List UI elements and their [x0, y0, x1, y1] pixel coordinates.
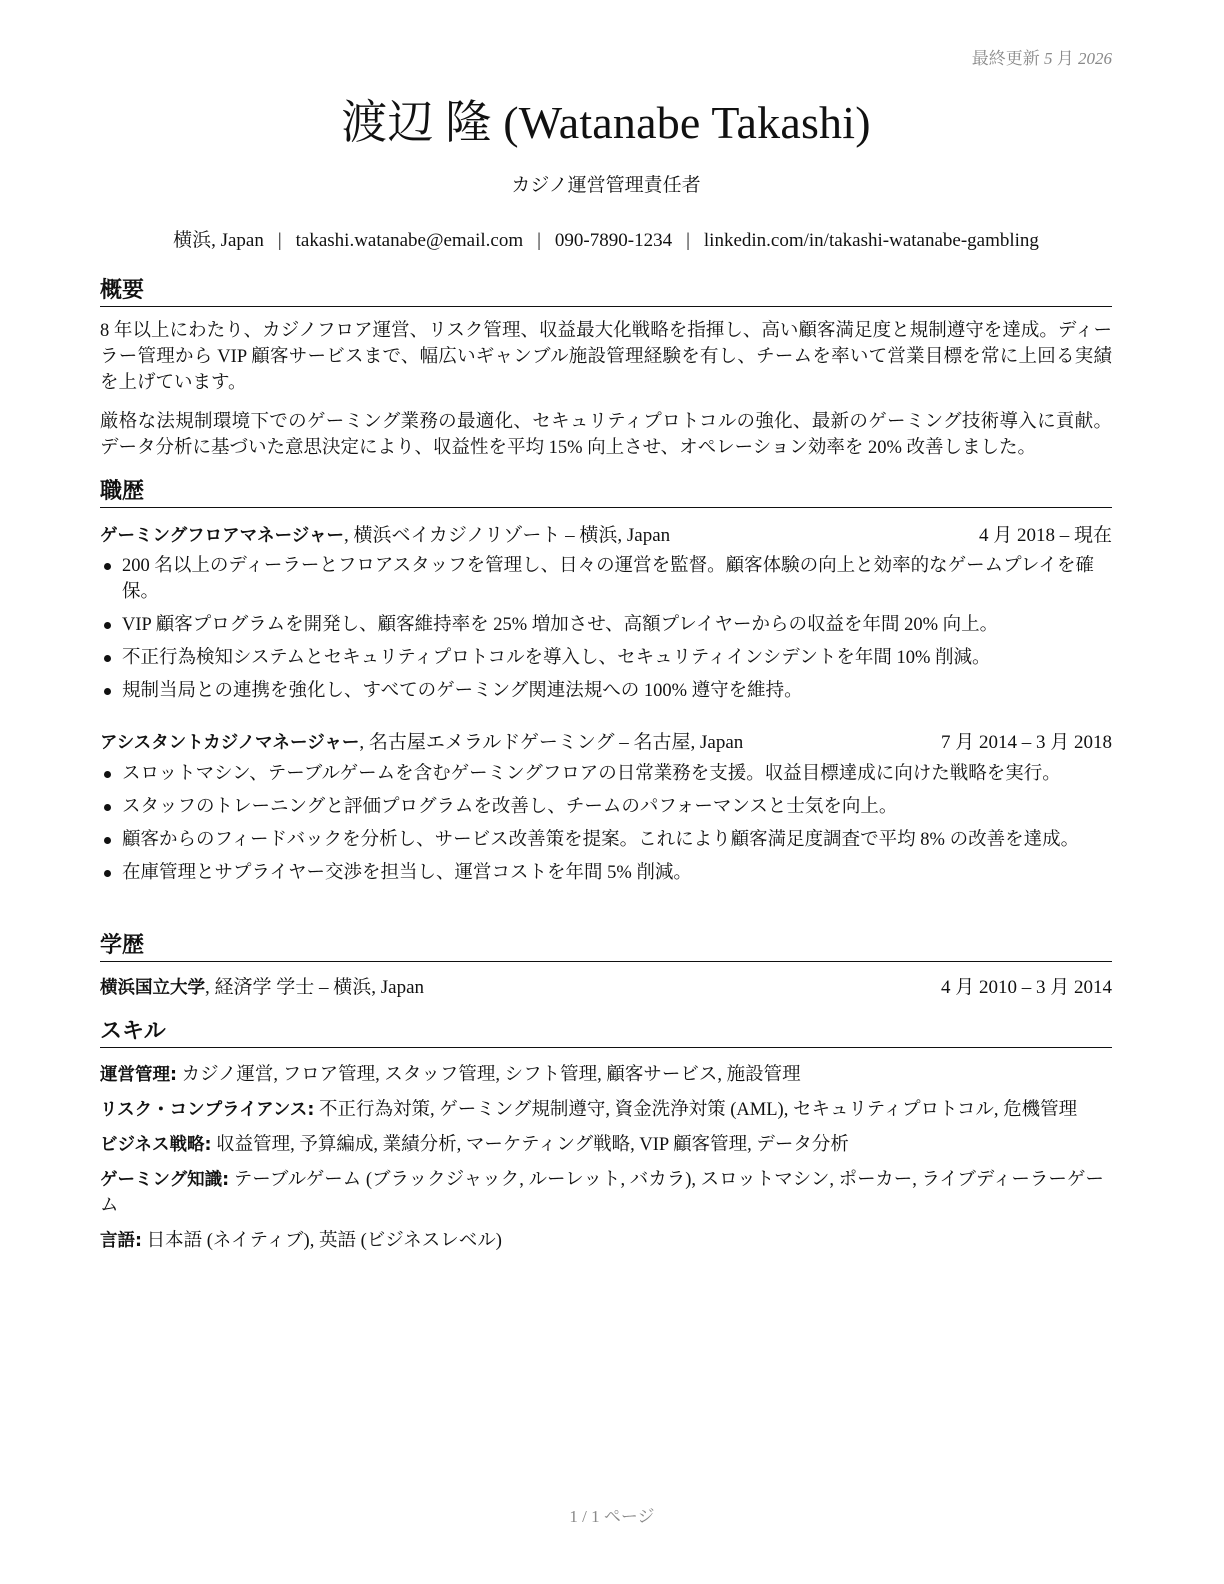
phone: 090-7890-1234: [554, 230, 673, 251]
contact-line: [100, 225, 1112, 252]
job-org: , 名古屋エメラルドゲーミング – 名古屋, Japan: [359, 732, 744, 753]
last-updated: 最終更新 5 月 2026: [971, 49, 1112, 68]
skill-key: ビジネス戦略: [100, 1135, 205, 1155]
job-header: [100, 731, 1112, 755]
skill-row: リスク・コンプライアンス: 不正行為対策, ゲーミング規制遵守, 資金洗浄対策 (AML), セキュリティプロトコル, 危機管理: [100, 1100, 1078, 1120]
skill-row: ビジネス戦略: 収益管理, 予算編成, 業績分析, マーケティング戦略, VIP 顧客管理, データ分析: [100, 1135, 849, 1155]
list-item: スロットマシン、テーブルゲームを含むゲーミングフロアの日常業務を支援。収益目標達成に向けた戦略を実行。: [100, 761, 1112, 787]
list-item: 不正行為検知システムとセキュリティプロトコルを導入し、セキュリティインシデントを年間 10% 削減。: [100, 645, 1112, 671]
list-item: 顧客からのフィードバックを分析し、サービス改善策を提案。これにより顧客満足度調査で平均 8% の改善を達成。: [100, 827, 1112, 853]
skill-row: 言語: 日本語 (ネイティブ), 英語 (ビジネスレベル): [100, 1231, 502, 1251]
degree: , 経済学 学士 – 横浜, Japan: [205, 977, 425, 998]
email-link[interactable]: takashi.watanabe@email.com: [295, 230, 524, 251]
school-name: 横浜国立大学: [100, 978, 205, 998]
skill-value: テーブルゲーム (ブラックジャック, ルーレット, バカラ), スロットマシン, ポーカー, ライブディーラーゲーム: [100, 1170, 1104, 1216]
skill-value: 不正行為対策, ゲーミング規制遵守, 資金洗浄対策 (AML), セキュリティプロトコル, 危機管理: [319, 1100, 1078, 1120]
list-item: 在庫管理とサプライヤー交渉を担当し、運営コストを年間 5% 削減。: [100, 860, 1112, 886]
section-heading-summary: 概要: [100, 278, 1112, 307]
list-item: 規制当局との連携を強化し、すべてのゲーミング関連法規への 100% 遵守を維持。: [100, 678, 1112, 704]
job-bullets: [100, 553, 1112, 711]
skill-key: リスク・コンプライアンス: [100, 1100, 308, 1120]
skill-value: 収益管理, 予算編成, 業績分析, マーケティング戦略, VIP 顧客管理, データ分析: [216, 1135, 849, 1155]
candidate-name: 渡辺 隆 (Watanabe Takashi): [341, 97, 871, 148]
job-dates: 4 月 2018 – 現在: [978, 525, 1112, 546]
skill-row: ゲーミング知識: テーブルゲーム (ブラックジャック, ルーレット, バカラ), スロットマシン, ポーカー, ライブディーラーゲーム: [100, 1170, 1104, 1216]
separator: |: [537, 230, 541, 251]
list-item: 200 名以上のディーラーとフロアスタッフを管理し、日々の運営を監督。顧客体験の向上と効率的なゲームプレイを確保。: [100, 553, 1112, 605]
section-heading-skills: スキル: [100, 1019, 1112, 1048]
page-number: 1 / 1 ページ: [569, 1507, 655, 1526]
list-item: スタッフのトレーニングと評価プログラムを改善し、チームのパフォーマンスと士気を向上。: [100, 794, 1112, 820]
separator: |: [277, 230, 282, 251]
skill-value: カジノ運営, フロア管理, スタッフ管理, シフト管理, 顧客サービス, 施設管理: [181, 1065, 801, 1085]
summary-paragraph-2: 厳格な法規制環境下でのゲーミング業務の最適化、セキュリティプロトコルの強化、最新のゲーミング技術導入に貢献。データ分析に基づいた意思決定により、収益性を平均 15% 向上させ、オペレーション効率を 20% 改善しました。: [100, 412, 1112, 458]
job-header: [100, 524, 1112, 548]
job-title: カジノ運営管理責任者: [511, 175, 701, 196]
skill-value: 日本語 (ネイティブ), 英語 (ビジネスレベル): [146, 1231, 502, 1251]
list-item: VIP 顧客プログラムを開発し、顧客維持率を 25% 増加させ、高額プレイヤーからの収益を年間 20% 向上。: [100, 612, 1112, 638]
job-role: ゲーミングフロアマネージャー: [100, 526, 344, 546]
job-org: , 横浜ベイカジノリゾート – 横浜, Japan: [343, 525, 671, 546]
location: 横浜, Japan: [173, 230, 264, 251]
skill-key: 言語: [100, 1231, 135, 1251]
linkedin-link[interactable]: linkedin.com/in/takashi-watanabe-gambling: [703, 230, 1039, 251]
skill-key: ゲーミング知識: [100, 1170, 223, 1190]
job-dates: 7 月 2014 – 3 月 2018: [940, 732, 1112, 753]
job-role: アシスタントカジノマネージャー: [100, 733, 360, 753]
section-heading-experience: 職歴: [100, 479, 1112, 508]
separator: |: [686, 230, 690, 251]
skill-key: 運営管理: [100, 1065, 170, 1085]
education-entry: [100, 976, 1112, 1000]
skill-row: 運営管理: カジノ運営, フロア管理, スタッフ管理, シフト管理, 顧客サービス, 施設管理: [100, 1065, 801, 1085]
summary-paragraph-1: 8 年以上にわたり、カジノフロア運営、リスク管理、収益最大化戦略を指揮し、高い顧客満足度と規制遵守を達成。ディーラー管理から VIP 顧客サービスまで、幅広いギャンブル施設管理経験を有し、チームを率いて営業目標を常に上回る実績を上げています。: [100, 321, 1112, 393]
education-dates: 4 月 2010 – 3 月 2014: [940, 977, 1112, 998]
section-heading-education: 学歴: [100, 933, 1112, 962]
job-bullets: [100, 761, 1112, 893]
skills-list: [100, 1062, 1112, 1263]
